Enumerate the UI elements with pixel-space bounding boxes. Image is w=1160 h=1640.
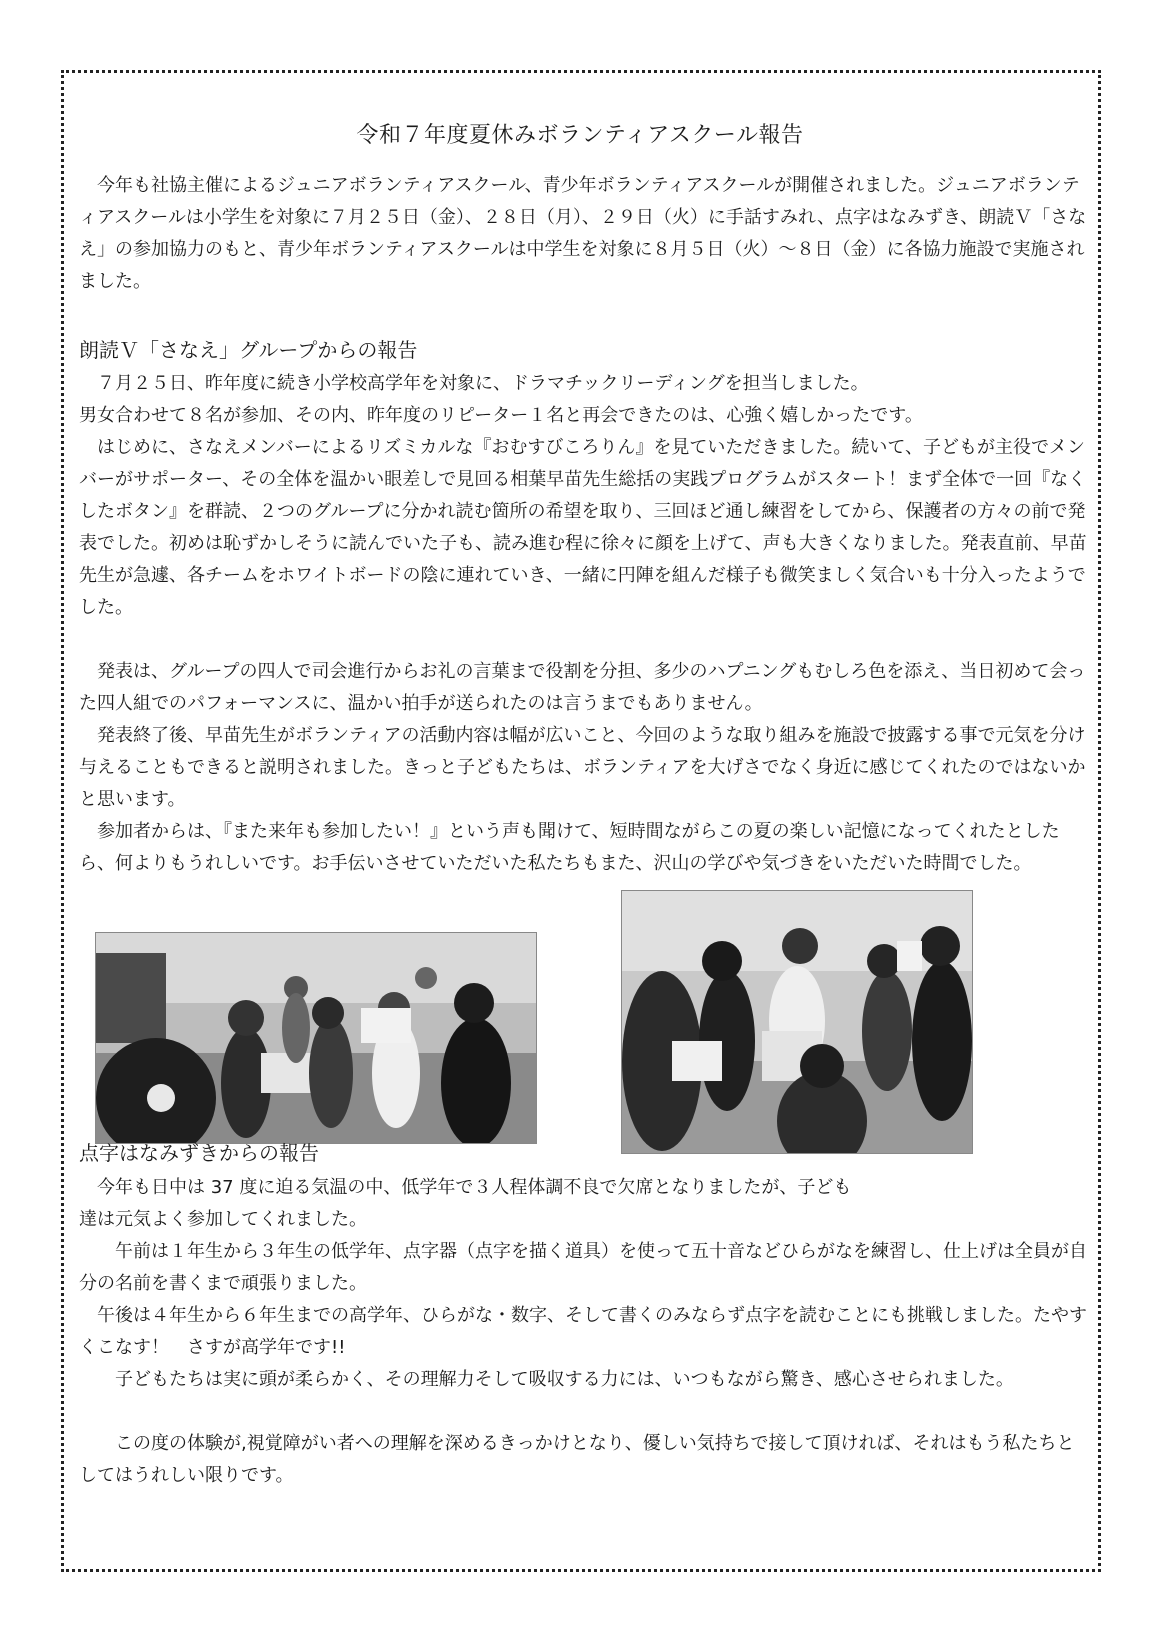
- sanae-paragraph-5: 発表終了後、早苗先生がボランティアの活動内容は幅が広いこと、今回のような取り組みを施設で披露する事で元気を分け与えることもできると説明されました。きっと子どもたちは、ボランティアを大げさでなく身近に感じてくれたのではないかと思います。: [79, 725, 1086, 810]
- hanamizuki-paragraph-4: 子どもたちは実に頭が柔らかく、その理解力そして吸収する力には、いつもながら驚き、感心させられました。: [79, 1369, 1014, 1390]
- photo-reading-group-1: [95, 932, 537, 1144]
- photo-reading-group-1-image: [96, 933, 536, 1143]
- hanamizuki-paragraph-3: 午後は４年生から６年生までの高学年、ひらがな・数字、そして書くのみならず点字を読むことにも挑戦しました。たやすくこなす！ さすが高学年です!!: [79, 1305, 1087, 1358]
- hanamizuki-paragraph-5: この度の体験が,視覚障がい者への理解を深めるきっかけとなり、優しい気持ちで接して頂ければ、それはもう私たちとしてはうれしい限りです。: [79, 1433, 1075, 1486]
- section-heading-sanae: 朗読Ｖ「さなえ」グループからの報告: [79, 338, 418, 362]
- photo-reading-group-2: [621, 890, 973, 1154]
- hanamizuki-paragraph-1: 今年も日中は 37 度に迫る気温の中、低学年で３人程体調不良で欠席となりましたが、子ども 達は元気よく参加してくれました。: [79, 1177, 852, 1230]
- hanamizuki-paragraph-2: 午前は１年生から３年生の低学年、点字器（点字を描く道具）を使って五十音などひらがなを練習し、仕上げは全員が自分の名前を書くまで頑張りました。: [79, 1241, 1087, 1294]
- sanae-paragraph-3: はじめに、さなえメンバーによるリズミカルな『おむすびころりん』を見ていただきました。続いて、子どもが主役でメンバーがサポーター、その全体を温かい眼差しで見回る相葉早苗先生総括の実践プログラムがスタート！まず全体で一回『なくしたボタン』を群読、２つのグループに分かれ読む箇所の希望を取り、三回ほど通し練習をしてから、保護者の方々の前で発表でした。初めは恥ずかしそうに読んでいた子も、読み進む程に徐々に顔を上げて、声も大きくなりました。発表直前、早苗先生が急遽、各チームをホワイトボードの陰に連れていき、一緒に円陣を組んだ様子も微笑ましく気合いも十分入ったようでした。: [79, 437, 1087, 618]
- section-heading-hanamizuki: 点字はなみずきからの報告: [79, 1141, 319, 1165]
- page-title: 令和７年度夏休みボランティアスクール報告: [356, 123, 804, 148]
- sanae-paragraph-1: ７月２５日、昨年度に続き小学校高学年を対象に、ドラマチックリーディングを担当しました。: [79, 373, 869, 394]
- sanae-paragraph-2: 男女合わせて８名が参加、その内、昨年度のリピーター１名と再会できたのは、心強く嬉しかったです。: [79, 405, 923, 426]
- intro-paragraph: 今年も社協主催によるジュニアボランティアスクール、青少年ボランティアスクールが開催されました。ジュニアボランティアスクールは小学生を対象に７月２５日（金）、２８日（月）、２９日（火）に手話すみれ、点字はなみずき、朗読Ｖ「さなえ」の参加協力のもと、青少年ボランティアスクールは中学生を対象に８月５日（火）～８日（金）に各協力施設で実施されました。: [79, 175, 1087, 292]
- sanae-paragraph-4: 発表は、グループの四人で司会進行からお礼の言葉まで役割を分担、多少のハプニングもむしろ色を添え、当日初めて会った四人組でのパフォーマンスに、温かい拍手が送られたのは言うまでもありません。: [79, 661, 1086, 714]
- photo-reading-group-2-image: [622, 891, 972, 1153]
- sanae-paragraph-6: 参加者からは、『また来年も参加したい！』という声も聞けて、短時間ながらこの夏の楽しい記憶になってくれたとしたら、何よりもうれしいです。お手伝いさせていただいた私たちもまた、沢山の学びや気づきをいただいた時間でした。: [79, 821, 1060, 874]
